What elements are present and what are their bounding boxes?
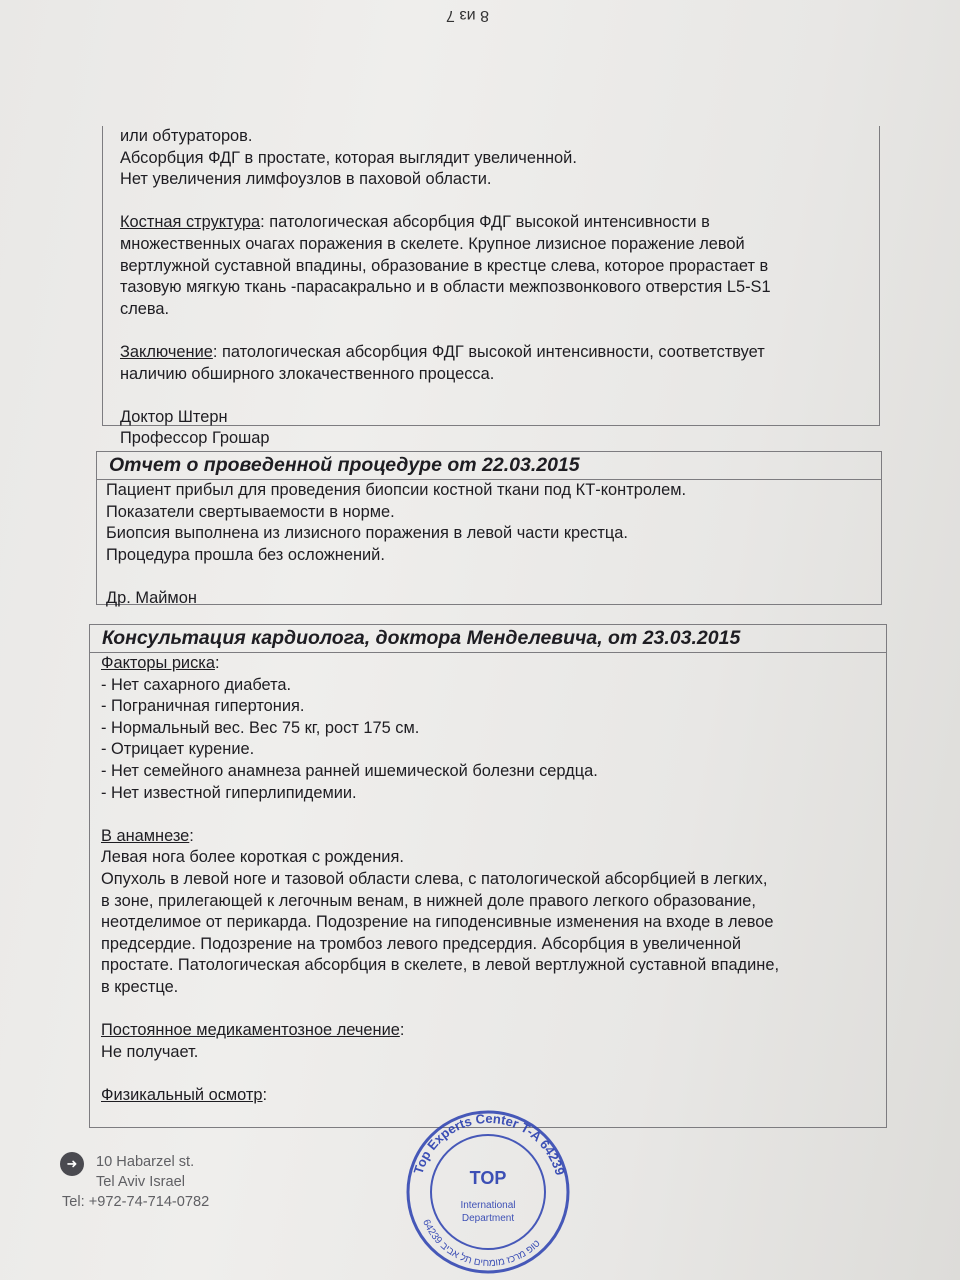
treatment-value: Не получает. [101, 1042, 199, 1061]
stamp-logo-text: TOP [469, 1168, 507, 1188]
text-line: Показатели свертываемости в норме. [106, 502, 395, 521]
text-line: в крестце. [101, 977, 179, 996]
address-line-1: 10 Habarzel st. [96, 1154, 195, 1170]
risk-factors-heading [101, 653, 876, 675]
risk-factors-label: Факторы риска [101, 654, 215, 672]
colon: : [399, 1021, 405, 1040]
treatment-label: Постоянное медикаментозное лечение [101, 1021, 400, 1040]
bone-structure-label: Костная структура [120, 213, 261, 232]
procedure-report-title: Отчет о проведенной процедуре от 22.03.2015 [97, 452, 881, 480]
text-line: Абсорбция ФДГ в простате, которая выглядит увеличенной. [120, 148, 577, 167]
text-line: тазовую мягкую ткань -парасакрально и в области межпозвонкового отверстия L5-S1 [120, 278, 771, 297]
pet-ct-report-section [102, 126, 880, 448]
procedure-report-body [97, 480, 881, 610]
list-item: - Пограничная гипертония. [101, 697, 305, 716]
bone-structure-text: : патологическая абсорбция ФДГ высокой интенсивности в [260, 213, 710, 232]
cardiology-consultation-body [90, 653, 886, 1106]
stamp-inner-line-1: International [460, 1200, 516, 1211]
stamp-outer-text: Top Experts Center T-A 64239 [410, 1110, 568, 1177]
signature-stern: Доктор Штерн [120, 407, 228, 426]
conclusion-line [120, 342, 869, 364]
text-line: Опухоль в левой ноге и тазовой области слева, с патологической абсорбцией в легких, [101, 869, 768, 888]
text-line: Процедура прошла без осложнений. [106, 545, 385, 564]
text-line: предсердие. Подозрение на тромбоз левого предсердия. Абсорбция в увеличенной [101, 934, 741, 953]
list-item: - Нет сахарного диабета. [101, 675, 292, 694]
text-line: или обтураторов. [120, 127, 253, 145]
phone-number: Tel: +972-74-714-0782 [62, 1194, 210, 1210]
procedure-report-section [96, 451, 882, 605]
bone-structure-line [120, 212, 869, 234]
clinic-stamp [400, 1100, 575, 1275]
text-line: наличию обширного злокачественного процесса. [120, 364, 495, 383]
list-item: - Нет семейного анамнеза ранней ишемической болезни сердца. [101, 761, 598, 780]
conclusion-label: Заключение [120, 342, 213, 361]
list-item: - Нормальный вес. Вес 75 кг, рост 175 см. [101, 718, 420, 737]
text-line: неотделимое от перикарда. Подозрение на гиподенсивные изменения на входе в левое [101, 913, 774, 932]
cardiology-consultation-title: Консультация кардиолога, доктора Менделевича, от 23.03.2015 [90, 625, 886, 653]
text-line: Биопсия выполнена из лизисного поражения в левой части крестца. [106, 524, 628, 543]
text-line: Нет увеличения лимфоузлов в паховой области. [120, 170, 492, 189]
text-line: множественных очагах поражения в скелете. Крупное лизисное поражение левой [120, 234, 745, 253]
text-line: слева. [120, 299, 170, 318]
cardiology-consultation-section [89, 624, 887, 1128]
list-item: - Отрицает курение. [101, 740, 255, 759]
signature-groshar: Профессор Грошар [120, 429, 270, 448]
address-line-2: Tel Aviv Israel [96, 1174, 185, 1190]
conclusion-text: : патологическая абсорбция ФДГ высокой интенсивности, соответствует [212, 342, 765, 361]
stamp-hebrew-text: טופ מרכז מומחים תל אביב 64239 [420, 1217, 543, 1270]
text-line: простате. Патологическая абсорбция в скелете, в левой вертлужной суставной впадине, [101, 956, 780, 975]
colon: : [262, 1085, 268, 1104]
signature-maimon: Др. Маймон [106, 588, 197, 607]
colon: : [214, 654, 220, 672]
text-line: в зоне, прилегающей к легочным венам, в нижней доле правого легкого образование, [101, 891, 756, 910]
text-line: Пациент прибыл для проведения биопсии костной ткани под КТ-контролем. [106, 481, 687, 499]
footer-address [62, 1152, 209, 1212]
physical-exam-label: Физикальный осмотр [101, 1085, 263, 1104]
anamnesis-heading [101, 826, 876, 848]
arrow-icon: ➜ [60, 1152, 84, 1176]
treatment-heading [101, 1020, 876, 1042]
pet-ct-report-body [103, 126, 879, 450]
anamnesis-label: В анамнезе [101, 826, 190, 845]
text-line: вертлужной суставной впадины, образование в крестце слева, которое прорастает в [120, 256, 769, 275]
stamp-inner-line-2: Department [461, 1213, 515, 1224]
page-number: 8 из 7 [446, 7, 489, 24]
text-line: Левая нога более короткая с рождения. [101, 848, 404, 867]
list-item: - Нет известной гиперлипидемии. [101, 783, 357, 802]
colon: : [189, 826, 194, 845]
